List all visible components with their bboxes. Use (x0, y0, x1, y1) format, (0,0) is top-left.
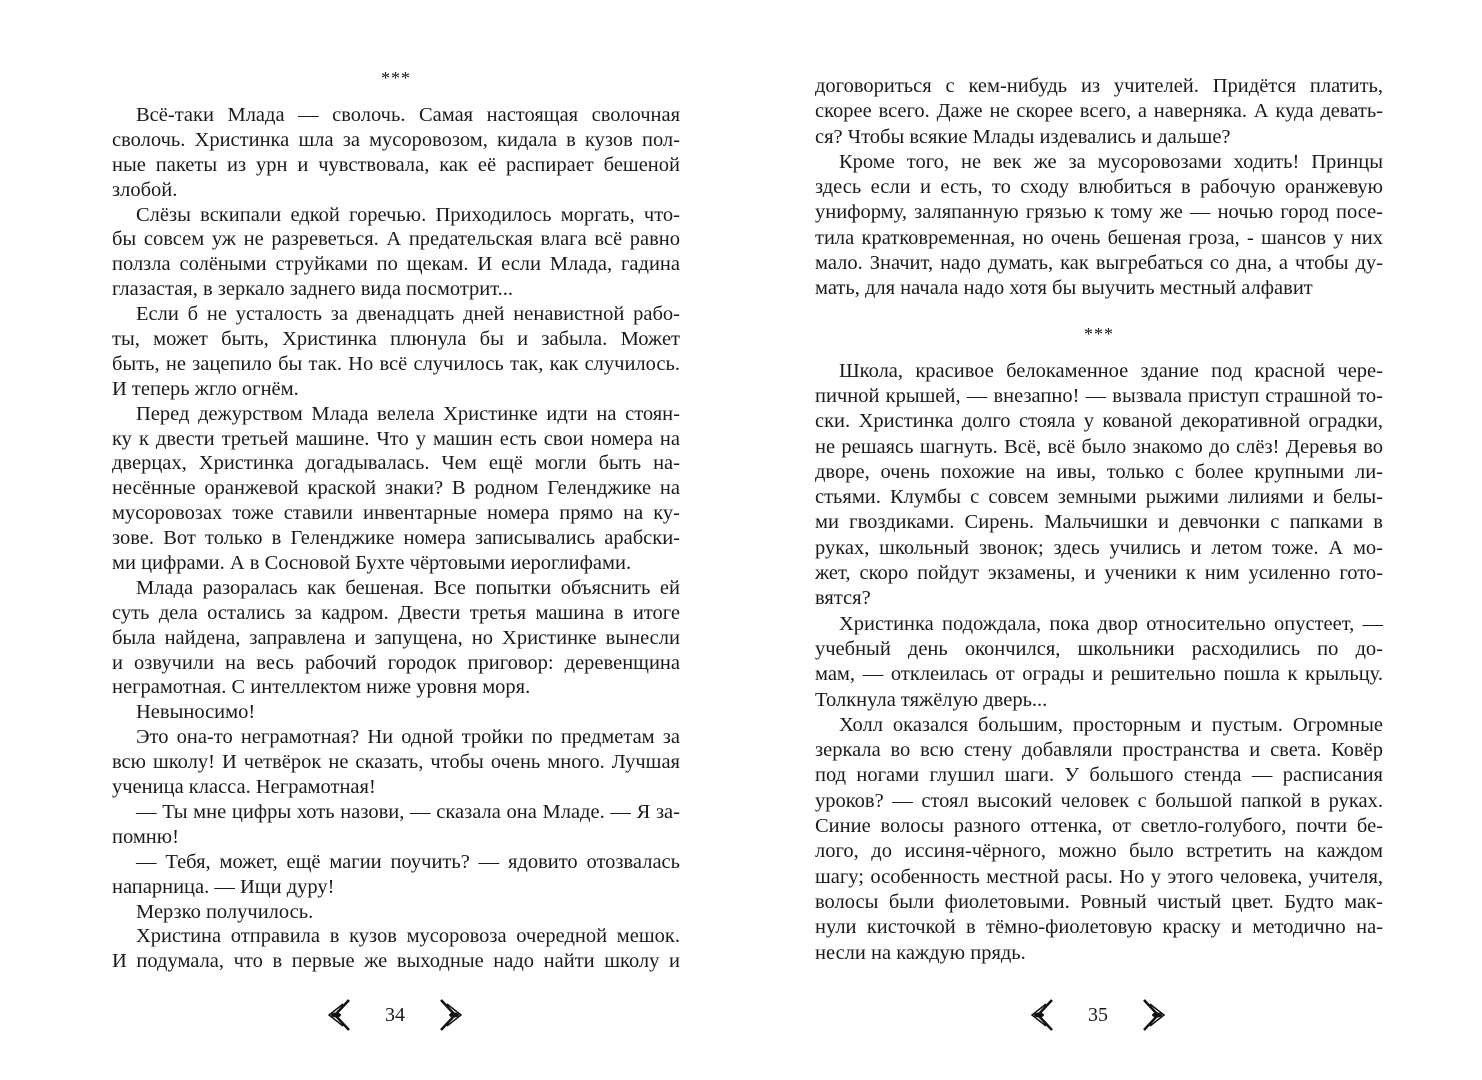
right-page-text-top (815, 74, 1383, 302)
text-line: тила кратковременная, но очень бешеная гроза, - шансов у них (815, 226, 1383, 249)
left-page (112, 66, 680, 974)
paragraph (112, 203, 680, 303)
text-line: Невыносимо! (136, 701, 256, 724)
text-line: быть, не зацепило бы так. Но всё случилось так, как случилось. (112, 352, 680, 375)
page-number: 35 (1088, 1003, 1108, 1026)
text-line: мать, для начала надо хотя бы выучить местный алфавит (815, 277, 1313, 300)
left-page-text (112, 103, 680, 974)
text-line: Христина отправила в кузов мусоровоза очередной мешок. (136, 925, 680, 948)
ornament-left-icon (1028, 998, 1054, 1032)
text-line: здесь если и есть, то сходу влюбиться в рабочую оранжевую (815, 176, 1383, 199)
text-line: несённые оранжевой краской знаки? В родном Геленджике на (112, 477, 680, 500)
ornament-right-icon (439, 998, 465, 1032)
paragraph (815, 359, 1383, 612)
text-line: руках, школьный звонок; здесь учились и летом тоже. А мо- (815, 536, 1383, 559)
ornament-right-icon (1142, 998, 1168, 1032)
paragraph (112, 103, 680, 203)
text-line: Всё-таки Млада — сволочь. Самая настоящая сволочная (136, 104, 680, 126)
text-line: ся? Чтобы всякие Млады издевались и дальше? (815, 125, 1231, 148)
text-line: Млада разоралась как бешеная. Все попытки объяснить ей (136, 576, 680, 599)
paragraph (112, 576, 680, 700)
text-line: помню! (112, 825, 179, 848)
text-line: И подумала, что в первые же выходные надо найти школу и (112, 950, 680, 973)
text-line: волосы были фиолетовыми. Ровный чистый цвет. Будто мак- (815, 890, 1383, 913)
text-line: Мерзко получилось. (136, 900, 314, 923)
text-line: — Ты мне цифры хоть назови, — сказала она Младе. — Я за- (136, 800, 680, 823)
text-line: дверцах, Христинка догадывалась. Чем ещё могли быть на- (112, 452, 680, 475)
text-line: униформу, заляпанную грязью к тому же — ночью город посе- (815, 201, 1383, 224)
text-line: зеркала во всю стену добавляли пространства и света. Ковёр (815, 739, 1383, 762)
paragraph (112, 900, 680, 925)
paragraph (112, 924, 680, 974)
text-line: неграмотная. С интеллектом ниже уровня моря. (112, 676, 531, 699)
page-number-footer (325, 995, 465, 1035)
paragraph (112, 402, 680, 576)
text-line: скорее всего. Даже не скорее всего, а наверняка. А куда девать- (815, 100, 1383, 123)
paragraph (815, 74, 1383, 150)
page-number: 34 (385, 1003, 405, 1026)
text-line: Школа, красивое белокаменное здание под красной чере- (839, 359, 1383, 382)
text-line: Кроме того, не век же за мусоровозами ходить! Принцы (839, 150, 1383, 173)
text-line: мало. Значит, надо думать, как выгребаться со дна, а чтобы ду- (815, 252, 1383, 275)
text-line: ски. Христинка долго стояла у кованой декоративной оградки, (815, 410, 1383, 433)
text-line: глазастая, в зеркало заднего вида посмотрит... (112, 278, 514, 301)
text-line: ползла солёными струйками по щекам. И если Млада, гадина (112, 253, 680, 276)
text-line: Перед дежурством Млада велела Христинке идти на стоян- (136, 402, 680, 425)
paragraph (112, 700, 680, 725)
text-line: бы совсем уж не разреветься. А предательская влага всё равно (112, 228, 680, 251)
text-line: нули кисточкой в тёмно-фиолетовую краску и методично на- (815, 916, 1383, 939)
text-line: всю школу! И четвёрок не сказать, чтобы очень много. Лучшая (112, 751, 680, 774)
text-line: ку к двести третьей машине. Что у машин есть свои номера на (112, 427, 680, 450)
text-line: сволочь. Христинка шла за мусоровозом, кидала в кузов пол- (112, 128, 680, 151)
text-line: Толкнула тяжёлую дверь... (815, 688, 1048, 711)
text-line: пичной крышей, — внезапно! — вызвала приступ страшной то- (815, 384, 1383, 407)
text-line: Если б не усталость за двенадцать дней ненавистной рабо- (136, 303, 680, 326)
text-line: ные пакеты из урн и чувствовала, как её распирает бешеной (112, 153, 680, 176)
text-line: суть дела остались за кадром. Двести третья машина в итоге (112, 601, 680, 624)
text-line: Холл оказался большим, просторным и пустым. Огромные (839, 713, 1383, 736)
paragraph (815, 612, 1383, 713)
text-line: ты, может быть, Христинка плюнула бы и забыла. Может (112, 328, 680, 351)
text-line: зове. Вот только в Геленджике номера записывались арабски- (112, 527, 680, 550)
text-line: договориться с кем-нибудь из учителей. Придётся платить, (815, 75, 1383, 97)
text-line: — Тебя, может, ещё магии поучить? — ядовито отозвалась (136, 850, 680, 873)
text-line: уроков? — стоял высокий человек с большой папкой в руках. (815, 789, 1383, 812)
text-line: вятся? (815, 587, 871, 610)
ornament-left-icon (325, 998, 351, 1032)
text-line: жет, скоро пойдут экзамены, и ученики к ним усиленно гото- (815, 562, 1383, 585)
text-line: учебный день окончился, школьники расходились по до- (815, 637, 1383, 660)
text-line: злобой. (112, 178, 178, 201)
paragraph (112, 302, 680, 402)
text-line: мусоровозах тоже ставили инвентарные номера прямо на ку- (112, 502, 680, 525)
text-line: Это она-то неграмотная? Ни одной тройки по предметам за (136, 726, 680, 749)
text-line: Слёзы вскипали едкой горечью. Приходилось моргать, что- (136, 203, 680, 226)
text-line: шагу; особенность местной расы. Но у этого человека, учителя, (815, 865, 1383, 888)
text-line: стьями. Клумбы с совсем земными рыжими лилиями и белы- (815, 486, 1383, 509)
text-line: напарница. — Ищи дуру! (112, 875, 335, 898)
paragraph (112, 725, 680, 800)
right-page-text-bottom (815, 359, 1383, 966)
paragraph (815, 150, 1383, 302)
text-line: несли на каждую прядь. (815, 941, 1026, 964)
section-separator: *** (381, 68, 411, 88)
paragraph (112, 850, 680, 900)
text-line: Синие волосы разного оттенка, от светло-голубого, почти бе- (815, 815, 1383, 838)
text-line: ми гвоздиками. Сирень. Мальчишки и девчонки с папками в (815, 511, 1383, 534)
section-separator: *** (1084, 323, 1114, 344)
text-line: и озвучили на весь рабочий городок приговор: деревенщина (112, 651, 680, 674)
text-line: мам, — отклеилась от ограды и решительно пошла к крыльцу. (815, 663, 1383, 686)
paragraph (815, 713, 1383, 966)
text-line: ми цифрами. А в Сосновой Бухте чёртовыми иероглифами. (112, 552, 632, 575)
text-line: дворе, очень похожие на ивы, только с более крупными ли- (815, 460, 1383, 483)
text-line: была найдена, заправлена и запущена, но Христинке вынесли (112, 626, 680, 649)
text-line: лого, до иссиня-чёрного, можно было встретить на каждом (815, 840, 1383, 863)
paragraph (112, 800, 680, 850)
text-line: ученица класса. Неграмотная! (112, 776, 376, 799)
text-line: под ногами глушил шаги. У большого стенда — расписания (815, 764, 1383, 787)
text-line: не решаясь шагнуть. Всё, всё было знакомо до слёз! Деревья во (815, 435, 1383, 458)
text-line: Христинка подождала, пока двор относительно опустеет, — (839, 612, 1383, 635)
page-number-footer (1028, 995, 1168, 1035)
right-page (815, 74, 1383, 966)
text-line: И теперь жгло огнём. (112, 377, 299, 400)
